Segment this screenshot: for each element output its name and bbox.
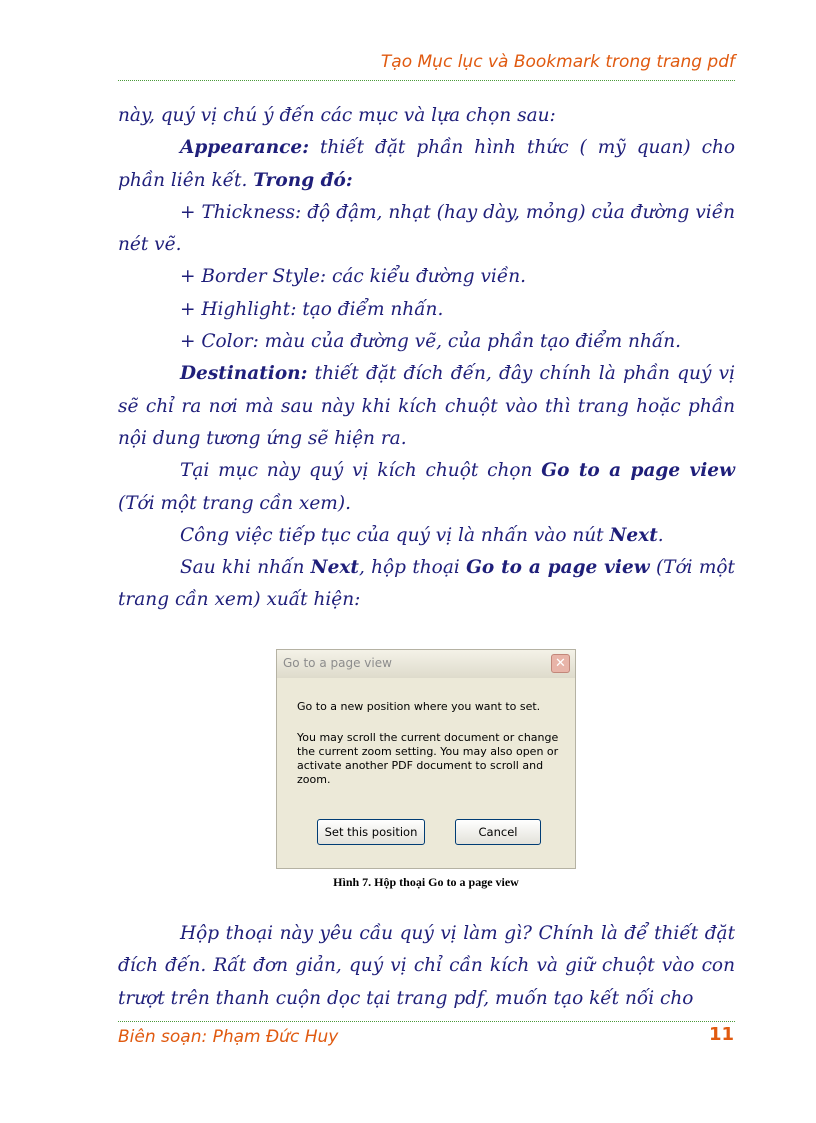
paragraph: này, quý vị chú ý đến các mục và lựa chọn sau: bbox=[118, 105, 556, 126]
page-header: Tạo Mục lục và Bookmark trong trang pdf bbox=[380, 52, 735, 72]
paragraph-go-to bbox=[118, 455, 735, 520]
paragraph-border-style: + Border Style: các kiểu đường viền. bbox=[180, 266, 527, 288]
dialog-screenshot bbox=[276, 649, 576, 869]
cancel-button[interactable]: Cancel bbox=[455, 819, 541, 845]
paragraph-text: . bbox=[657, 524, 664, 546]
paragraph-highlight: + Highlight: tạo điểm nhấn. bbox=[180, 298, 444, 320]
body-text-continued bbox=[118, 918, 735, 1015]
term-destination: Destination: bbox=[180, 363, 308, 385]
paragraph: Hộp thoại này yêu cầu quý vị làm gì? Chính là để thiết đặt đích đến. Rất đơn giản, quý vị chỉ cần kích và giữ chuột vào con trượt trên thanh cuộn dọc tại trang pdf, muốn tạo kết nối cho bbox=[118, 923, 735, 1009]
paragraph-next bbox=[118, 520, 735, 552]
header-rule bbox=[118, 80, 735, 81]
paragraph-appearance bbox=[118, 132, 735, 197]
paragraph-text: Sau khi nhấn bbox=[180, 557, 311, 579]
dialog-titlebar bbox=[277, 650, 575, 678]
dialog-message-primary: Go to a new position where you want to set. bbox=[297, 700, 541, 713]
paragraph-color: + Color: màu của đường vẽ, của phần tạo điểm nhấn. bbox=[180, 331, 682, 353]
term-go-to-page-view: Go to a page view bbox=[541, 460, 736, 482]
term-next: Next bbox=[310, 557, 359, 579]
body-text bbox=[118, 100, 735, 617]
set-position-button[interactable]: Set this position bbox=[317, 819, 425, 845]
paragraph-text: thiết đặt đích đến, đây chính là phần quý vị sẽ chỉ ra nơi mà sau này khi kích chuột vào thì trang hoặc phần nội dung tương ứng sẽ hiện ra. bbox=[118, 363, 735, 449]
term-next: Next bbox=[609, 524, 658, 546]
footer-author: Biên soạn: Phạm Đức Huy bbox=[118, 1027, 339, 1047]
page-number: 11 bbox=[708, 1024, 734, 1045]
dialog-title: Go to a page view bbox=[283, 656, 392, 670]
footer-rule bbox=[118, 1021, 735, 1022]
paragraph-text: thiết đặt phần hình thức ( mỹ quan) cho phần liên kết. bbox=[118, 137, 735, 191]
paragraph-after-next bbox=[118, 552, 735, 617]
paragraph-destination bbox=[118, 358, 735, 455]
term-appearance: Appearance: bbox=[180, 137, 310, 159]
figure-caption: Hình 7. Hộp thoại Go to a page view bbox=[333, 875, 519, 889]
term-go-to-page-view: Go to a page view bbox=[466, 557, 650, 579]
paragraph-thickness: + Thickness: độ đậm, nhạt (hay dày, mỏng) của đường viền nét vẽ. bbox=[118, 201, 735, 256]
term-trong-do: Trong đó: bbox=[253, 169, 353, 191]
paragraph-text: Công việc tiếp tục của quý vị là nhấn vào nút bbox=[180, 524, 610, 546]
paragraph-text: , hộp thoại bbox=[358, 557, 467, 579]
paragraph-text: Tại mục này quý vị kích chuột chọn bbox=[180, 460, 542, 482]
close-icon[interactable]: ✕ bbox=[551, 654, 570, 673]
dialog-message-secondary: You may scroll the current document or change the current zoom setting. You may also open or activate another PDF document to scroll and zoom. bbox=[297, 731, 559, 786]
paragraph-text: (Tới một trang cần xem). bbox=[118, 492, 351, 514]
paragraph-text: (Tới một trang cần xem) xuất hiện: bbox=[118, 557, 735, 611]
